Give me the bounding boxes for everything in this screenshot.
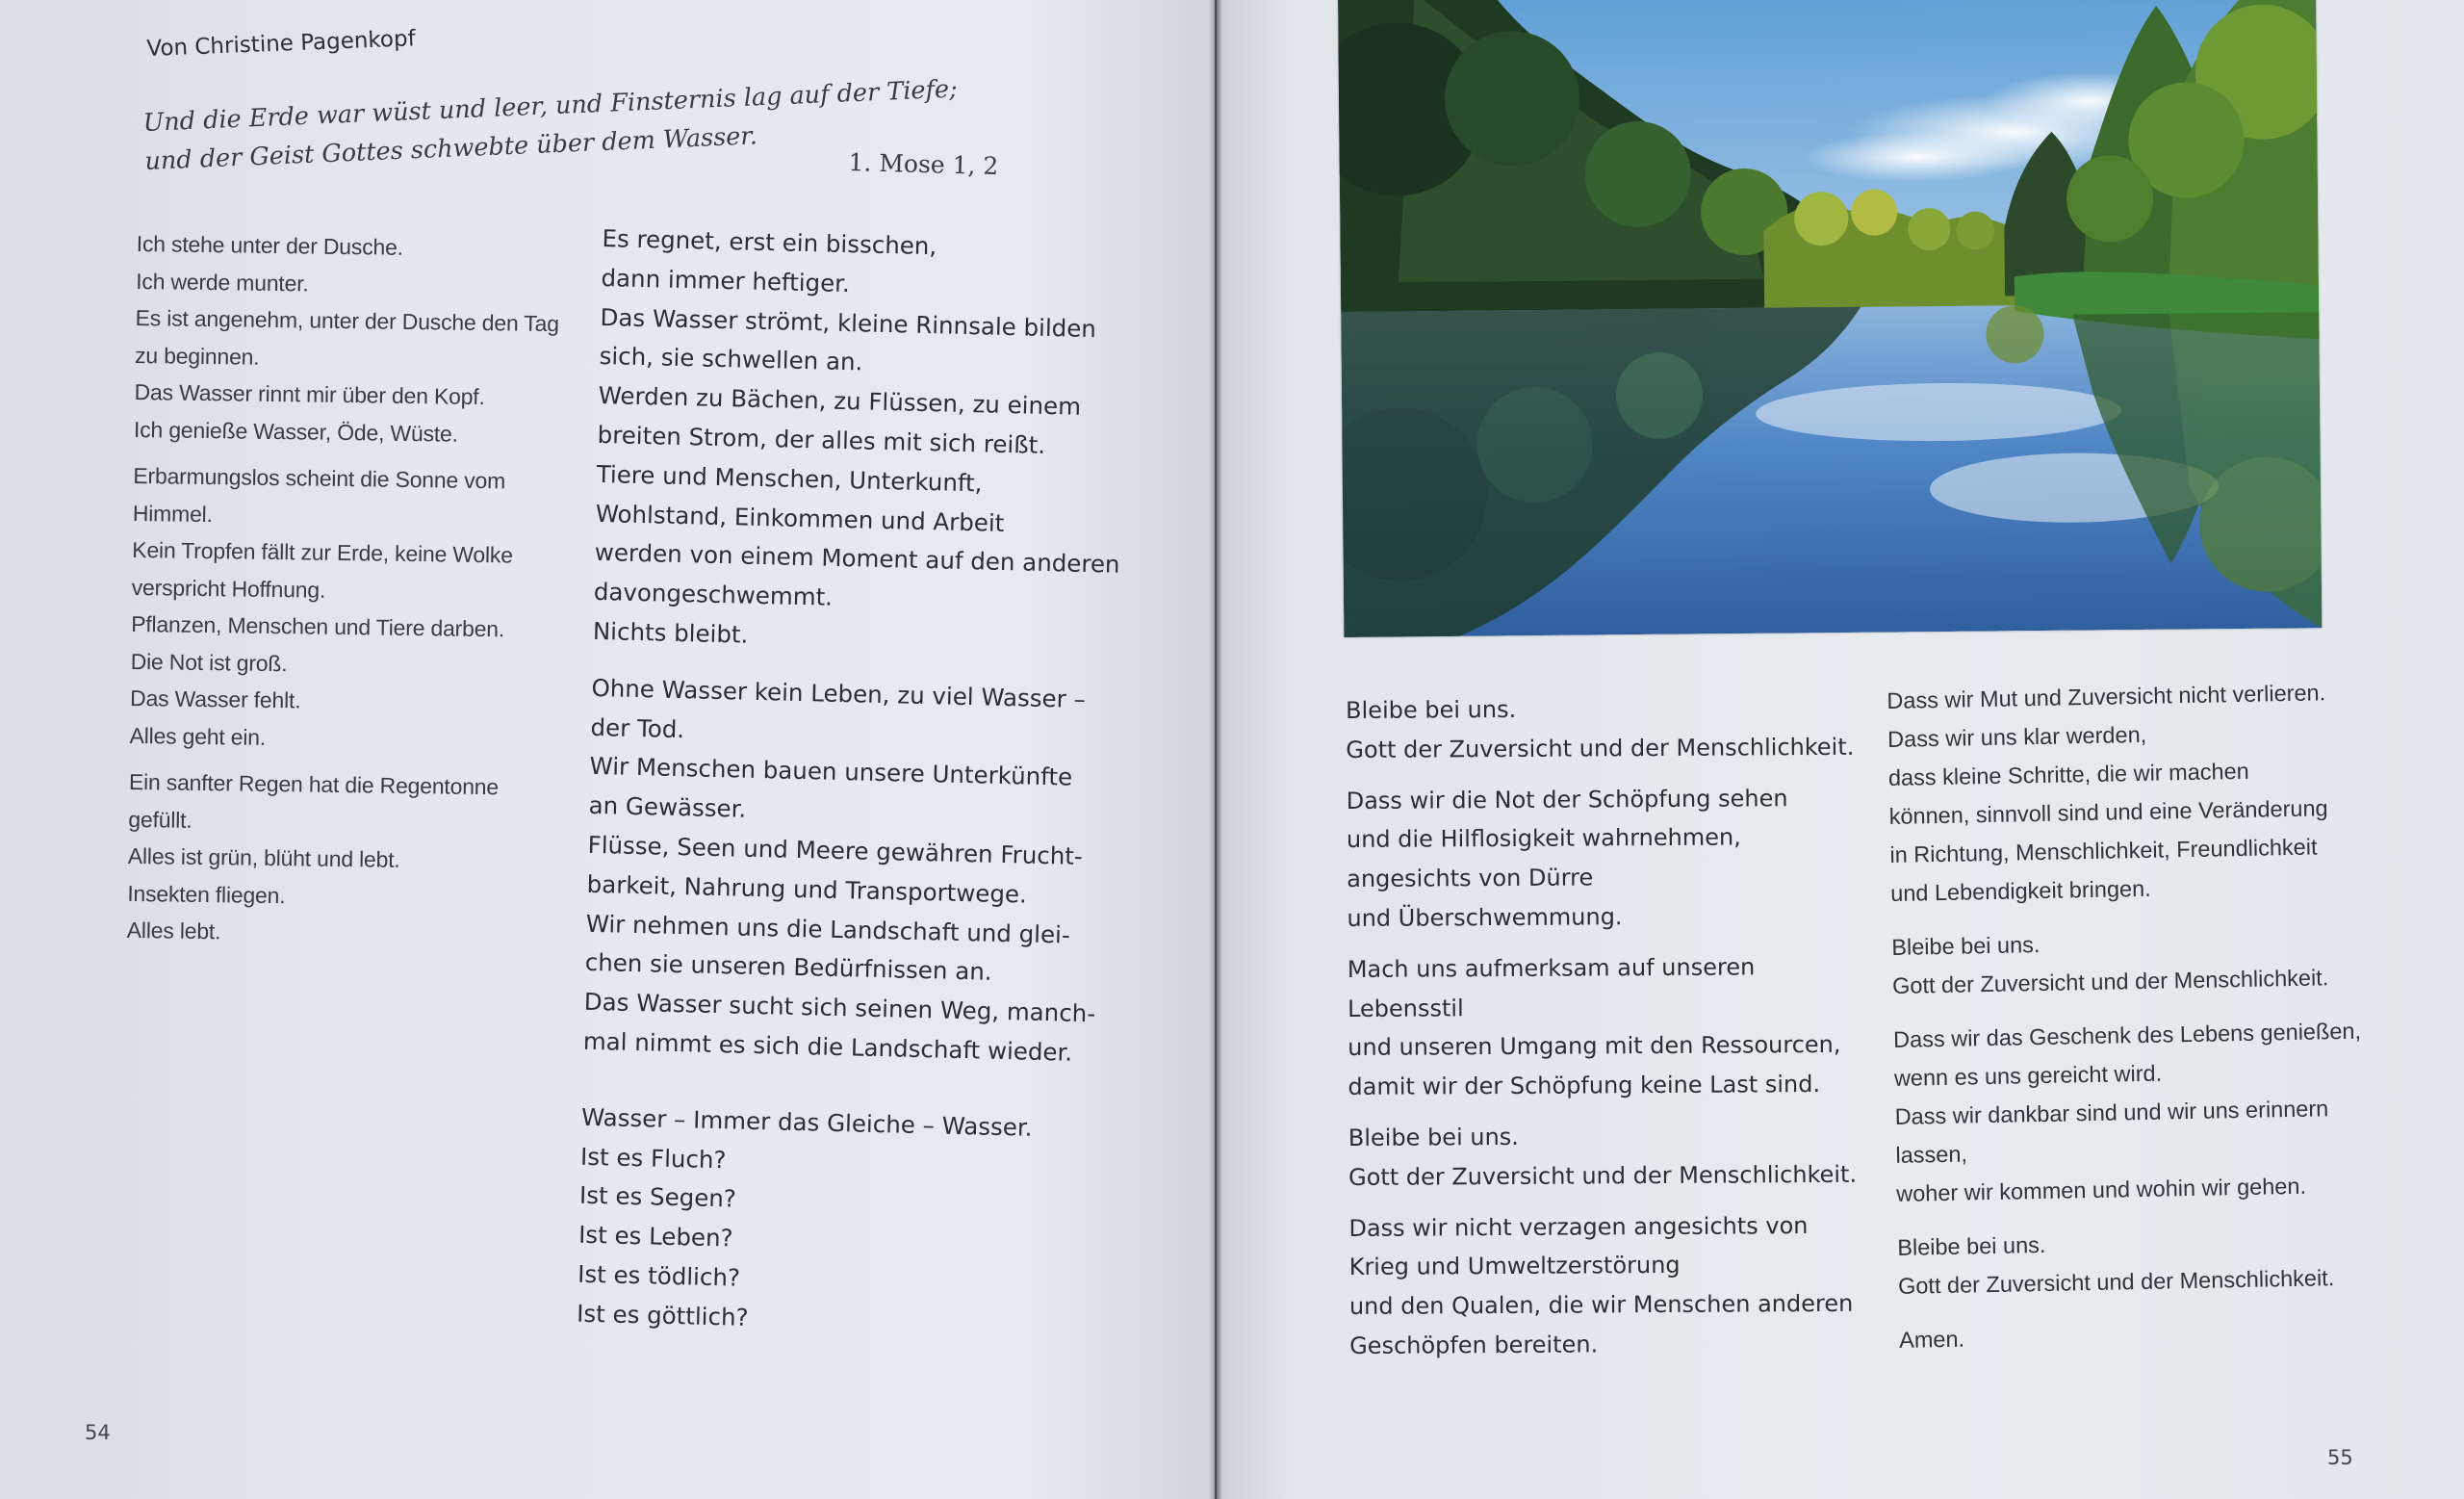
poem-line: Ist es Fluch? [579, 1142, 727, 1174]
poem-line: Ich werde munter. [136, 268, 309, 296]
stanza [1348, 1205, 1858, 1365]
prayer-line: Dass wir nicht verzagen angesichts von [1348, 1211, 1809, 1242]
poem-line: Es regnet, erst ein bisschen, [602, 223, 937, 261]
epigraph-line: Und die Erde war wüst und leer, und Finsternis lag auf der Tiefe; [142, 74, 959, 138]
stanza [1348, 947, 1857, 1107]
poem-line: werden von einem Moment auf den anderen [594, 538, 1120, 580]
left-poem-column-2 [576, 220, 1127, 1363]
prayer-line: Geschöpfen bereiten. [1349, 1331, 1599, 1359]
prayer-line: und den Qualen, die wir Menschen anderen [1348, 1289, 1854, 1321]
poem-line: Tiere und Menschen, Unterkunft, [596, 459, 983, 498]
prayer-line: Lebensstil [1347, 994, 1464, 1022]
prayer-line: Krieg und Umweltzerstörung [1348, 1252, 1681, 1281]
poem-line: Insekten fliegen. [127, 880, 286, 908]
bible-reference: 1. Mose 1, 2 [848, 148, 999, 181]
poem-line: Himmel. [132, 500, 213, 527]
poem-line: zu beginnen. [134, 342, 260, 370]
stanza [582, 669, 1116, 1074]
tree-crown [1444, 31, 1579, 167]
stanza [1347, 778, 1856, 938]
poem-line: Flüsse, Seen und Meere gewähren Frucht- [587, 830, 1084, 870]
prayer-line: Dass wir das Geschenk des Lebens genießen, [1892, 1018, 2362, 1052]
poem-line: Wir nehmen uns die Landschaft und glei- [585, 909, 1071, 949]
prayer-column-2 [1886, 673, 2368, 1375]
epigraph-line: und der Geist Gottes schwebte über dem Wasser. [143, 121, 758, 176]
prayer-line: lassen, [1895, 1141, 1968, 1168]
prayer-line: wenn es uns gereicht wird. [1893, 1060, 2163, 1091]
prayer-line: Amen. [1898, 1326, 1965, 1353]
river-landscape-photo [1338, 0, 2322, 637]
book-gutter [1209, 0, 1222, 1499]
prayer-line: damit wir der Schöpfung keine Last sind. [1348, 1071, 1821, 1101]
poem-line: sich, sie schwellen an. [599, 342, 863, 376]
prayer-line: Bleibe bei uns. [1891, 931, 2040, 960]
prayer-line: Bleibe bei uns. [1348, 1123, 1519, 1151]
stanza [1899, 1312, 2368, 1359]
poem-line: Das Wasser strömt, kleine Rinnsale bilden [600, 302, 1097, 343]
stanza [134, 225, 560, 453]
poem-line: Kein Tropfen fällt zur Erde, keine Wolke [132, 536, 514, 568]
prayer-line: in Richtung, Menschlichkeit, Freundlichkeit [1889, 834, 2318, 867]
poem-line: Es ist angenehm, unter der Dusche den Tag [135, 304, 559, 337]
prayer-line: woher wir kommen und wohin wir gehen. [1895, 1173, 2307, 1206]
prayer-line: Mach uns aufmerksam auf unseren [1347, 953, 1756, 983]
poem-line: Das Wasser fehlt. [129, 685, 301, 713]
prayer-line: Gott der Zuversicht und der Menschlichkeit. [1891, 965, 2329, 998]
poem-line: Das Wasser sucht sich seinen Weg, manch- [583, 987, 1096, 1028]
poem-line: Pflanzen, Menschen und Tiere darben. [131, 610, 505, 642]
poem-line: Die Not ist groß. [130, 648, 288, 676]
poem-line: Wir Menschen bauen unsere Unterkünfte [589, 752, 1073, 792]
poem-line: Ich genieße Wasser, Öde, Wüste. [133, 416, 459, 447]
stanza [592, 220, 1127, 664]
stanza [1348, 1116, 1857, 1198]
poem-line: breiten Strom, der alles mit sich reißt. [597, 420, 1046, 459]
page-number: 55 [2327, 1446, 2353, 1469]
stanza [1893, 1012, 2365, 1213]
prayer-line: und unseren Umgang mit den Ressourcen, [1348, 1031, 1841, 1062]
poem-line: chen sie unseren Bedürfnissen an. [584, 948, 992, 987]
poem-line: barkeit, Nahrung und Transportwege. [586, 869, 1028, 909]
tree-crown [1908, 208, 1950, 250]
poem-line: Alles lebt. [126, 917, 221, 944]
prayer-line: Dass wir dankbar sind und wir uns erinnern [1894, 1096, 2329, 1129]
prayer-line: und Überschwemmung. [1347, 903, 1623, 932]
tree-crown [1956, 211, 1994, 249]
prayer-line: und die Hilflosigkeit wahrnehmen, [1346, 823, 1741, 854]
prayer-line: und Lebendigkeit bringen. [1889, 875, 2151, 906]
poem-line: Alles geht ein. [129, 722, 267, 750]
stanza [129, 457, 556, 760]
left-poem-column-1 [126, 225, 560, 965]
poem-line: Ist es Leben? [578, 1220, 733, 1253]
epigraph [142, 70, 960, 181]
poem-line: Ich stehe unter der Dusche. [136, 230, 404, 260]
prayer-column-1 [1346, 688, 1858, 1378]
prayer-line: Dass wir die Not der Schöpfung sehen [1346, 784, 1788, 814]
prayer-line: Dass wir uns klar werden, [1886, 721, 2147, 752]
prayer-line: Bleibe bei uns. [1897, 1231, 2046, 1260]
poem-line: Ist es göttlich? [576, 1299, 749, 1331]
prayer-line: Bleibe bei uns. [1346, 695, 1517, 724]
prayer-line: können, sinnvoll sind und eine Veränderung [1888, 795, 2328, 829]
poem-line: Werden zu Bächen, zu Flüssen, zu einem [598, 381, 1082, 421]
poem-line: dann immer heftiger. [601, 263, 851, 297]
stanza [577, 1098, 1107, 1346]
stanza [127, 763, 553, 955]
poem-line: Erbarmungslos scheint die Sonne vom [133, 462, 506, 494]
tree-crown [1794, 192, 1849, 246]
poem-line: Ein sanfter Regen hat die Regentonne [128, 768, 500, 800]
stanza [1897, 1220, 2366, 1305]
poem-line: Das Wasser rinnt mir über den Kopf. [134, 378, 485, 410]
tree-crown [1851, 189, 1897, 235]
poem-line: Ohne Wasser kein Leben, zu viel Wasser – [591, 673, 1087, 713]
tree-crown [2066, 155, 2154, 243]
page-number: 54 [85, 1421, 111, 1444]
poem-line: der Tod. [590, 712, 685, 743]
poem-line: Alles ist grün, blüht und lebt. [127, 842, 400, 872]
poem-line: davongeschwemmt. [593, 578, 834, 611]
poem-line: Wohlstand, Einkommen und Arbeit [595, 499, 1005, 537]
poem-line: Ist es Segen? [578, 1181, 737, 1213]
prayer-line: dass kleine Schritte, die wir machen [1887, 758, 2249, 790]
tree-crown [1584, 120, 1691, 227]
poem-line: Wasser – Immer das Gleiche – Wasser. [580, 1102, 1033, 1142]
prayer-line: Dass wir Mut und Zuversicht nicht verlieren. [1886, 680, 2326, 713]
stanza [1346, 688, 1854, 770]
poem-line: Nichts bleibt. [592, 616, 749, 649]
poem-line: an Gewässer. [588, 790, 747, 823]
poem-line: gefüllt. [128, 806, 192, 833]
prayer-line: Gott der Zuversicht und der Menschlichkeit. [1346, 733, 1855, 763]
poem-line: mal nimmt es sich die Landschaft wieder. [582, 1026, 1073, 1067]
poem-line: verspricht Hoffnung. [131, 574, 326, 603]
left-page [0, 0, 1215, 1499]
poem-line: Ist es tödlich? [577, 1259, 741, 1292]
author-line: Von Christine Pagenkopf [146, 26, 417, 62]
stanza [1886, 673, 2358, 913]
prayer-line: angesichts von Dürre [1347, 864, 1594, 893]
prayer-line: Gott der Zuversicht und der Menschlichkeit. [1897, 1265, 2335, 1299]
stanza [1891, 919, 2360, 1005]
prayer-line: Gott der Zuversicht und der Menschlichkeit. [1348, 1160, 1858, 1191]
